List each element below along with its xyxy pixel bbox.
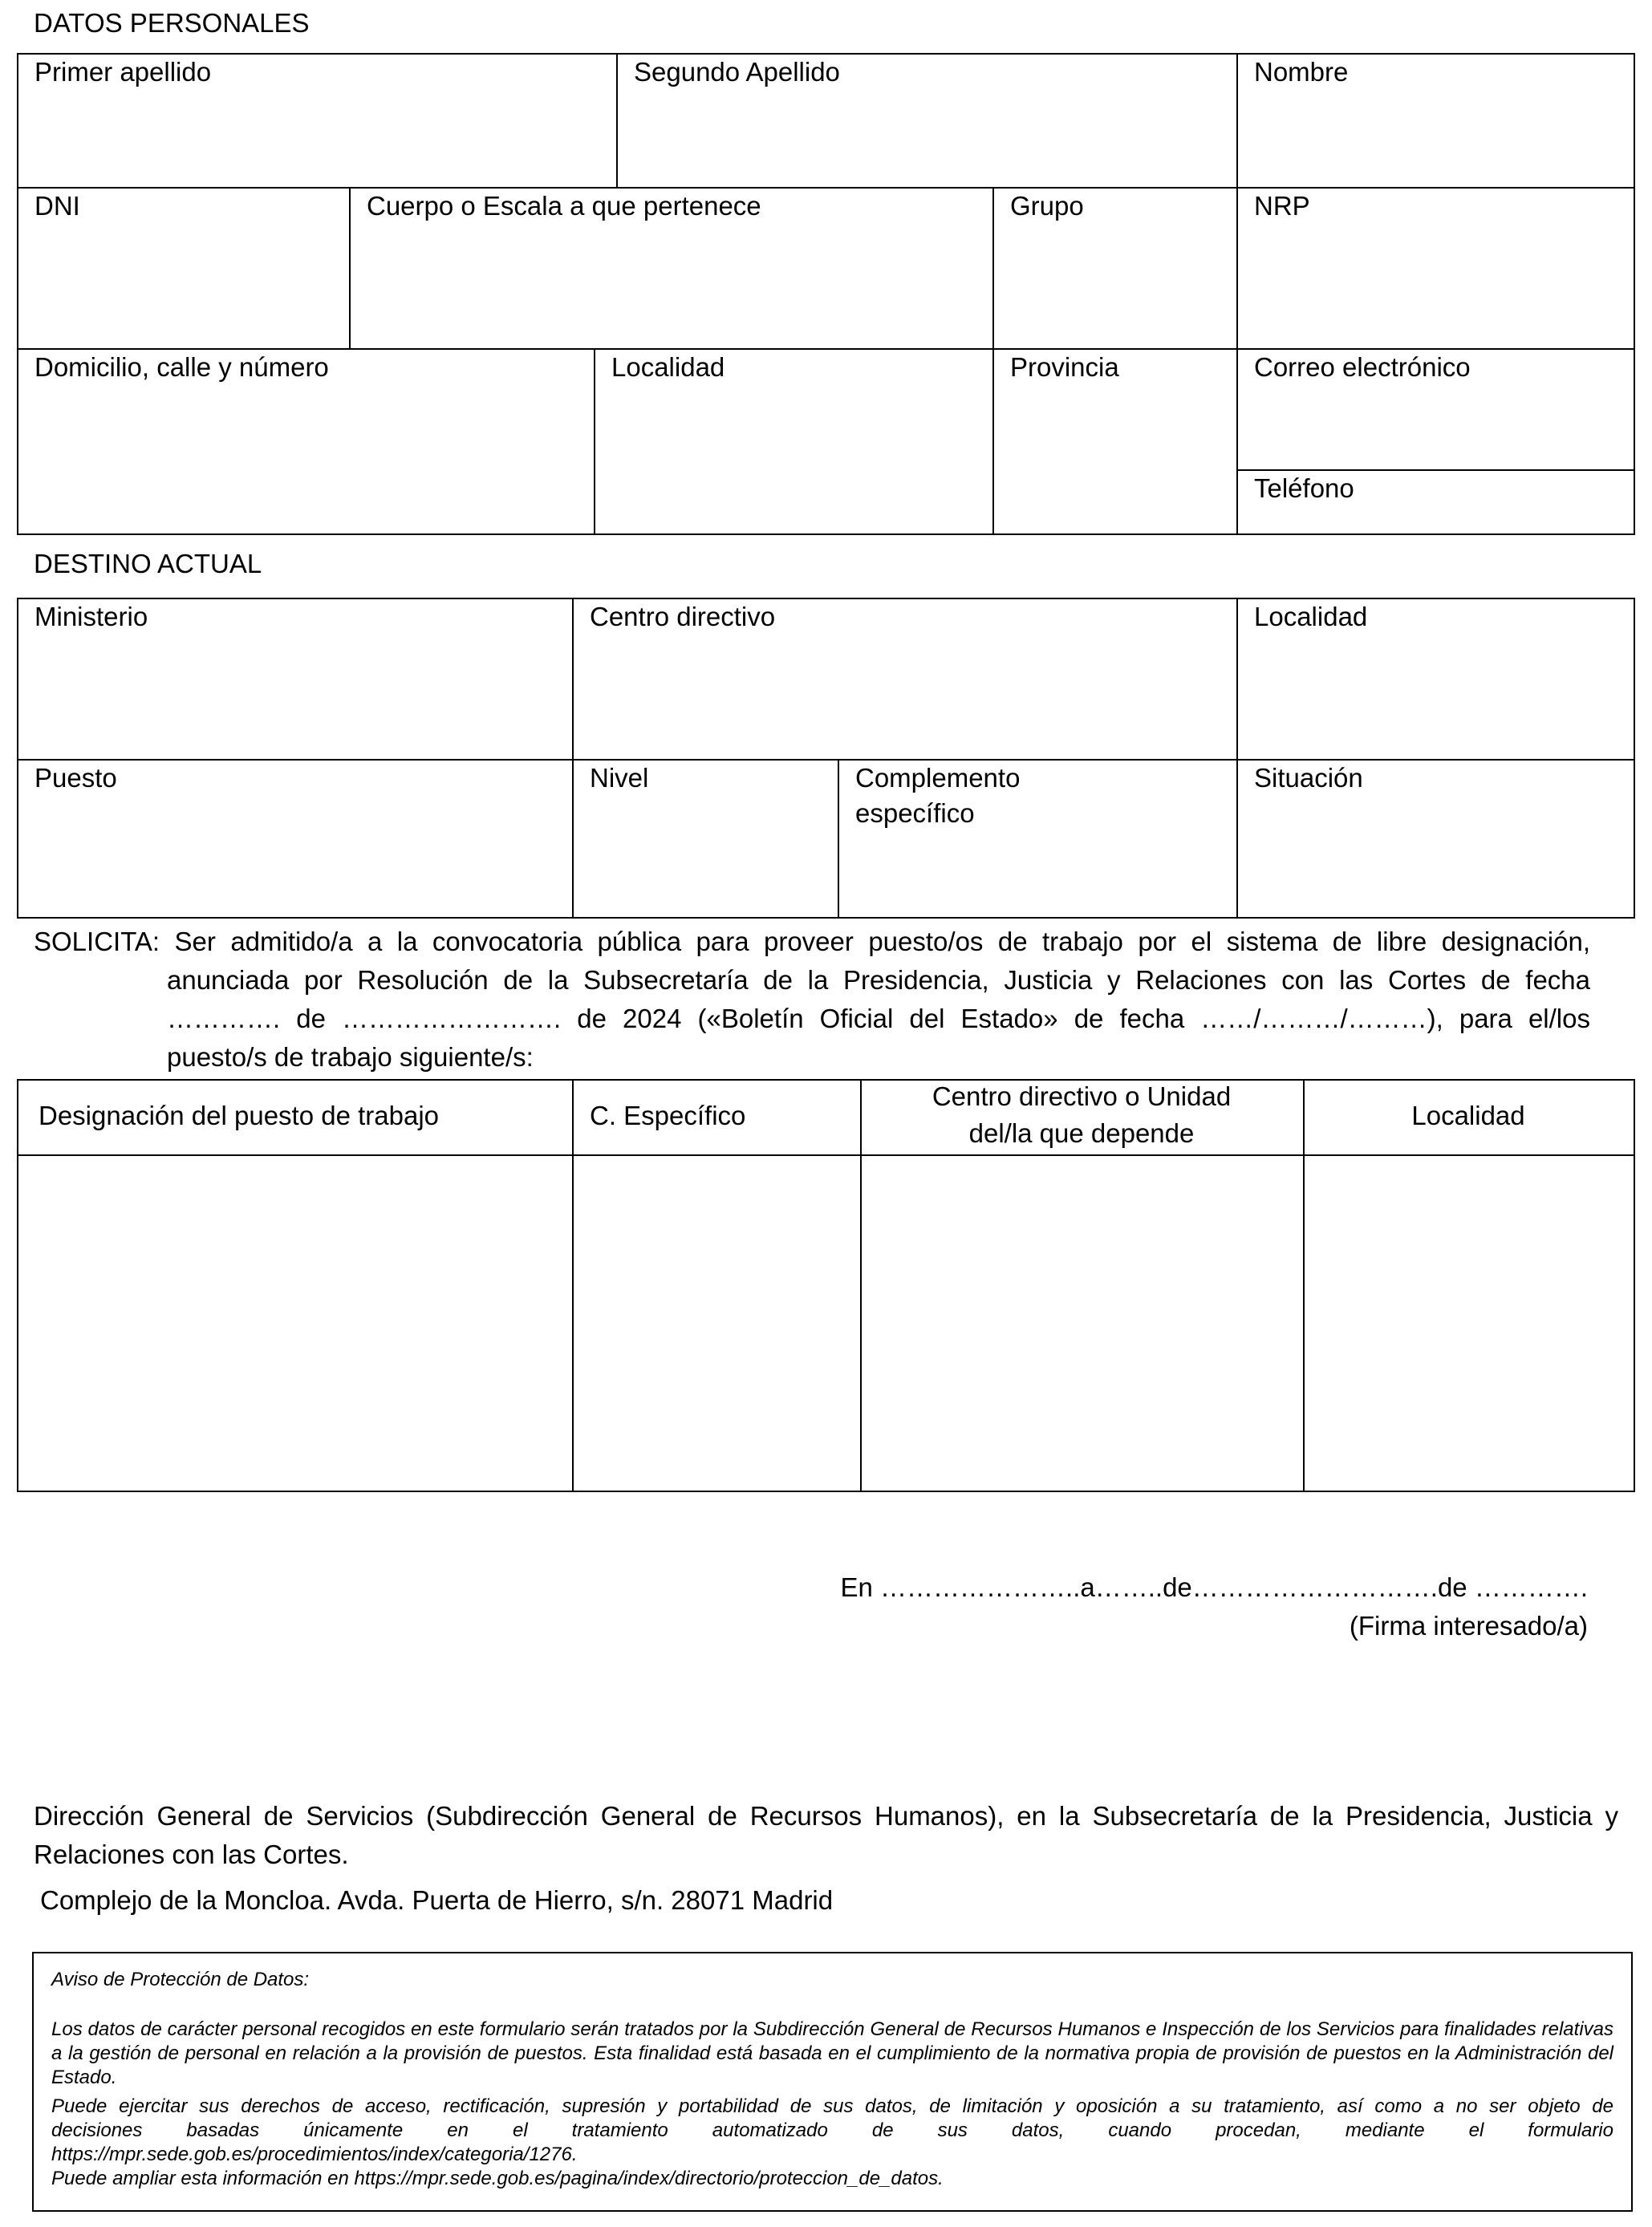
label-telefono: Teléfono: [1254, 473, 1354, 503]
label-centro-directivo: Centro directivo: [590, 602, 776, 631]
solicita-paragraph: [34, 923, 1590, 1077]
label-ministerio: Ministerio: [35, 602, 148, 631]
section-title-destino-actual: DESTINO ACTUAL: [34, 549, 262, 578]
label-situacion: Situación: [1254, 763, 1363, 793]
header-centro-directivo-1: Centro directivo o Unidad: [932, 1081, 1232, 1111]
datos-personales-table: [17, 53, 1635, 535]
section-title-datos-personales: DATOS PERSONALES: [34, 8, 310, 38]
label-especifico: específico: [855, 798, 975, 828]
aviso-title: Aviso de Protección de Datos:: [51, 1969, 310, 1990]
label-localidad: Localidad: [611, 352, 725, 382]
label-grupo: Grupo: [1010, 191, 1084, 221]
label-segundo-apellido: Segundo Apellido: [634, 57, 840, 87]
label-puesto: Puesto: [35, 763, 117, 793]
label-localidad-destino: Localidad: [1254, 602, 1368, 631]
solicita-line-4: puesto/s de trabajo siguiente/s:: [167, 1042, 534, 1072]
solicita-line-2: anunciada por Resolución de la Subsecretaría de la Presidencia, Justicia y Relaciones con las Cortes de fecha: [167, 965, 1590, 995]
label-dni: DNI: [35, 191, 80, 221]
destino-actual-table: [17, 598, 1635, 919]
header-designacion: Designación del puesto de trabajo: [39, 1101, 440, 1130]
aviso-paragraph-2a: Puede ejercitar sus derechos de acceso, rectificación, supresión y portabilidad de sus datos, de limitación y oposición a su tratamiento, así como a no ser objeto de: [51, 2095, 1613, 2117]
label-correo-electronico: Correo electrónico: [1254, 352, 1471, 382]
label-nivel: Nivel: [590, 763, 649, 793]
solicita-line-3: …………. de ……………………. de 2024 («Boletín Oficial del Estado» de fecha ……/………/………), para el/los: [167, 1004, 1590, 1033]
label-primer-apellido: Primer apellido: [35, 57, 212, 87]
header-localidad: Localidad: [1411, 1101, 1525, 1130]
header-centro-directivo-2: del/la que depende: [968, 1118, 1195, 1148]
signature-block: [841, 1568, 1588, 1645]
aviso-proteccion-datos: [32, 1952, 1633, 2212]
aviso-link-formulario[interactable]: https://mpr.sede.gob.es/procedimientos/index/categoria/1276.: [51, 2144, 578, 2165]
lugar-fecha-line: En …………………..a……..de……………………….de ………….: [840, 1572, 1588, 1602]
label-nombre: Nombre: [1254, 57, 1349, 87]
direccion-address: Complejo de la Moncloa. Avda. Puerta de Hierro, s/n. 28071 Madrid: [40, 1885, 834, 1915]
aviso-paragraph-1: Los datos de carácter personal recogidos en este formulario serán tratados por la Subdirección General de Recursos Humanos e Inspección de los Servicios para finalidades relativas a la gestión de personal en relación a la provisión de puestos. Esta finalidad está basada en el cumplimiento de la normativa propia de provisión de puestos en la Administración del Estado.: [51, 2018, 1613, 2088]
label-nrp: NRP: [1254, 191, 1310, 221]
label-complemento: Complemento: [855, 763, 1021, 793]
label-provincia: Provincia: [1010, 352, 1119, 382]
label-cuerpo-escala: Cuerpo o Escala a que pertenece: [367, 191, 761, 221]
firma-label: (Firma interesado/a): [1349, 1611, 1588, 1641]
solicita-line-1: SOLICITA: Ser admitido/a a la convocatoria pública para proveer puesto/os de trabajo por el sistema de libre designación,: [34, 927, 1590, 956]
puestos-table: [17, 1079, 1635, 1492]
direccion-text: Dirección General de Servicios (Subdirección General de Recursos Humanos), en la Subsecretaría de la Presidencia, Justicia y Relaciones con las Cortes.: [34, 1801, 1618, 1869]
aviso-paragraph-2b: decisiones basadas únicamente en el tratamiento automatizado de sus datos, cuando procedan, mediante el formulario: [51, 2120, 1613, 2141]
aviso-paragraph-3[interactable]: Puede ampliar esta información en https://mpr.sede.gob.es/pagina/index/directorio/proteccion_de_datos.: [51, 2168, 944, 2189]
label-domicilio: Domicilio, calle y número: [35, 352, 329, 382]
header-c-especifico: C. Específico: [590, 1101, 746, 1130]
